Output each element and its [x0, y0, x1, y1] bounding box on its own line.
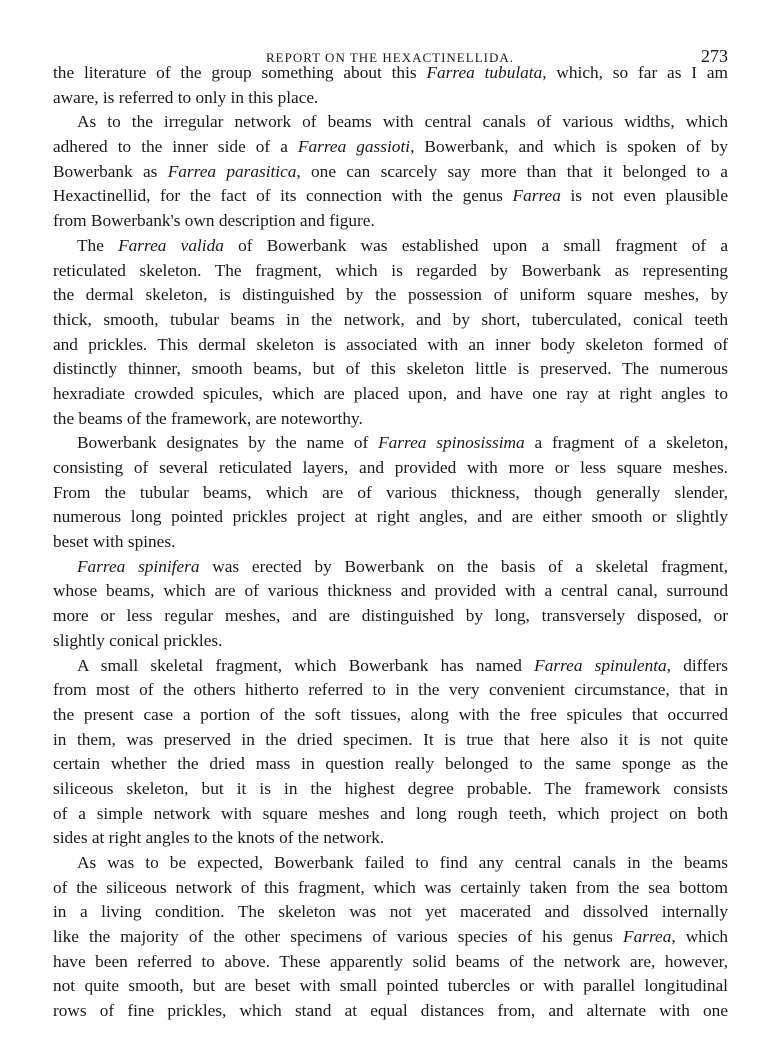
text-segment: From the tubular beams, which are of various thickness, though generally slender,	[53, 482, 728, 502]
text-segment: , Bowerbank, and which is spoken of by	[410, 137, 728, 157]
text-line	[53, 777, 728, 802]
text-segment: of Bowerbank was established upon a small fragment of a	[223, 235, 728, 255]
text-segment: from Bowerbank's own description and figure.	[53, 211, 375, 231]
text-line	[53, 431, 728, 456]
text-line	[53, 974, 728, 999]
body-text	[53, 61, 728, 1024]
text-segment: was erected by Bowerbank on the basis of a skeletal fragment,	[199, 556, 728, 576]
text-segment: As was to be expected, Bowerbank failed to find any central canals in the beams	[77, 853, 728, 872]
species-name: Farrea parasitica	[167, 161, 297, 181]
species-name: Farrea	[623, 927, 672, 947]
text-line	[53, 925, 728, 950]
species-name: Farrea tubulata	[426, 63, 543, 82]
running-title: REPORT ON THE HEXACTINELLIDA.	[265, 50, 514, 65]
text-line	[53, 579, 728, 604]
text-segment: slightly conical prickles.	[53, 630, 223, 650]
text-line	[53, 382, 728, 407]
text-line	[53, 876, 728, 901]
text-line	[53, 234, 728, 259]
text-line	[53, 61, 728, 86]
text-segment: rows of fine prickles, which stand at equal distances from, and alternate with one	[53, 1001, 728, 1021]
text-line	[53, 86, 728, 111]
species-name: Farrea spinosissima	[378, 433, 525, 453]
text-segment: in a living condition. The skeleton was not yet macerated and dissolved internally	[53, 902, 728, 922]
text-segment: consisting of several reticulated layers, and provided with more or less square meshes.	[53, 458, 728, 477]
text-line	[53, 456, 728, 481]
text-segment: reticulated skeleton. The fragment, which is regarded by Bowerbank as representing	[53, 260, 728, 280]
text-line	[53, 259, 728, 284]
text-segment: The	[77, 235, 119, 255]
text-line	[53, 900, 728, 925]
text-segment: sides at right angles to the knots of the network.	[53, 828, 385, 848]
text-line	[53, 308, 728, 333]
text-segment: more or less regular meshes, and are distinguished by long, transversely disposed, or	[53, 606, 728, 626]
text-segment: As to the irregular network of beams with central canals of various widths, which	[77, 112, 728, 132]
page-number: 273	[701, 46, 728, 66]
text-line	[53, 604, 728, 629]
text-line	[53, 333, 728, 358]
text-line	[53, 728, 728, 753]
text-segment: of a simple network with square meshes and long rough teeth, which project on both	[53, 803, 728, 823]
text-segment: , one can scarcely say more than that it belonged to a	[296, 161, 728, 181]
text-segment: A small skeletal fragment, which Bowerbank has named	[77, 655, 535, 675]
text-segment: , differs	[666, 655, 728, 675]
text-segment: aware, is referred to only in this place.	[53, 87, 319, 107]
text-line	[53, 160, 728, 185]
text-line	[53, 555, 728, 580]
species-name: Farrea gassioti	[297, 137, 411, 157]
text-segment: adhered to the inner side of a	[53, 137, 298, 157]
text-segment: , which, so far as I am	[542, 63, 729, 82]
text-segment: not quite smooth, but are beset with small pointed tubercles or with parallel longitudinal	[53, 976, 728, 996]
species-name: Farrea valida	[118, 235, 224, 255]
text-line	[53, 678, 728, 703]
species-name: Farrea spinulenta	[534, 655, 667, 675]
text-segment: whose beams, which are of various thickness and provided with a central canal, surround	[53, 581, 728, 601]
text-line	[53, 209, 728, 234]
text-segment: of the siliceous network of this fragment, which was certainly taken from the sea bottom	[53, 877, 728, 897]
text-line	[53, 357, 728, 382]
text-segment: distinctly thinner, smooth beams, but of this skeleton little is preserved. The numerous	[53, 359, 728, 379]
text-segment: is not even plausible	[560, 186, 729, 206]
text-line	[53, 802, 728, 827]
text-line	[53, 407, 728, 432]
text-segment: Hexactinellid, for the fact of its connection with the genus	[53, 186, 513, 206]
text-segment: the literature of the group something about this	[53, 63, 427, 82]
text-segment: numerous long pointed prickles project at right angles, and are either smooth or slightly	[53, 507, 728, 527]
text-line	[53, 530, 728, 555]
text-line	[53, 826, 728, 851]
text-segment: thick, smooth, tubular beams in the network, and by short, tuberculated, conical teeth	[53, 309, 728, 329]
text-line	[53, 481, 728, 506]
text-line	[53, 654, 728, 679]
species-name: Farrea	[512, 186, 561, 206]
text-segment: a fragment of a skeleton,	[524, 433, 729, 453]
text-segment: , which	[671, 927, 729, 947]
text-line	[53, 110, 728, 135]
text-line	[53, 703, 728, 728]
text-segment: Bowerbank designates by the name of	[77, 433, 379, 453]
text-segment: Bowerbank as	[53, 161, 168, 181]
text-line	[53, 629, 728, 654]
text-line	[53, 950, 728, 975]
text-line	[53, 505, 728, 530]
text-segment: siliceous skeleton, but it is in the highest degree probable. The framework consists	[53, 778, 728, 798]
text-segment: like the majority of the other specimens of various species of his genus	[53, 927, 624, 947]
text-line	[53, 851, 728, 876]
text-segment: and prickles. This dermal skeleton is associated with an inner body skeleton formed of	[53, 334, 728, 354]
text-segment: the present case a portion of the soft tissues, along with the free spicules that occurred	[53, 704, 728, 724]
text-line	[53, 135, 728, 160]
species-name: Farrea spinifera	[77, 556, 200, 576]
text-segment: have been referred to above. These apparently solid beams of the network are, however,	[53, 951, 728, 971]
text-segment: from most of the others hitherto referred to in the very convenient circumstance, that in	[53, 680, 728, 700]
text-line	[53, 999, 728, 1024]
text-segment: certain whether the dried mass in question really belonged to the same sponge as the	[53, 754, 728, 774]
text-segment: in them, was preserved in the dried specimen. It is true that here also it is not quite	[53, 729, 728, 749]
text-line	[53, 184, 728, 209]
text-line	[53, 752, 728, 777]
text-line	[53, 283, 728, 308]
text-segment: beset with spines.	[53, 532, 176, 552]
text-segment: hexradiate crowded spicules, which are placed upon, and have one ray at right angles to	[53, 383, 728, 403]
text-segment: the dermal skeleton, is distinguished by the possession of uniform square meshes, by	[53, 285, 728, 305]
text-segment: the beams of the framework, are noteworthy.	[53, 408, 363, 428]
